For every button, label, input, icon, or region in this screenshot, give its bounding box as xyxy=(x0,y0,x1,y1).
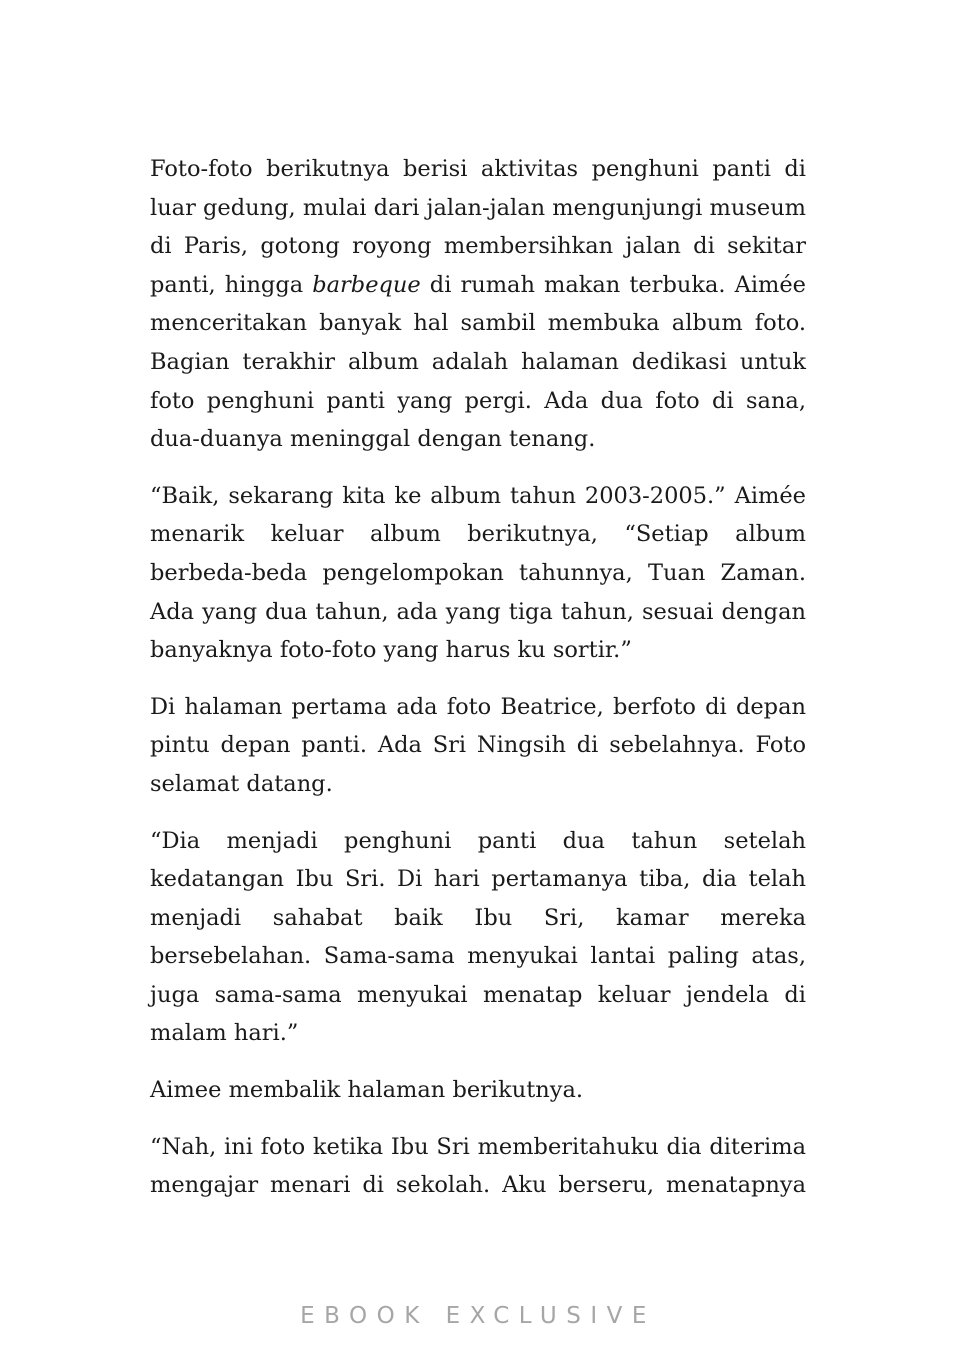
paragraph-6: “Nah, ini foto ketika Ibu Sri memberitahuku dia diterima mengajar menari di sekolah. Aku berseru, menatapnya xyxy=(150,1133,806,1199)
paragraph-3: Di halaman pertama ada foto Beatrice, berfoto di depan pintu depan panti. Ada Sri Ningsih di sebelahnya. Foto selamat datang. xyxy=(150,693,806,797)
paragraph-4: “Dia menjadi penghuni panti dua tahun setelah kedatangan Ibu Sri. Di hari pertamanya tiba, dia telah menjadi sahabat baik Ibu Sri, kamar mereka bersebelahan. Sama-sama menyukai lantai paling atas, juga sama-sama menyukai menatap keluar jendela di malam hari.” xyxy=(150,827,806,1047)
paragraph-1 xyxy=(150,150,806,459)
paragraph-1-start: Foto-foto berikutnya berisi aktivitas penghuni panti di luar gedung, mulai dari jalan-jalan mengunjungi museum di Paris, gotong royong membersihkan jalan di sekitar panti, hingga xyxy=(150,156,807,298)
italic-word: barbeque xyxy=(312,271,421,298)
paragraph-5: Aimee membalik halaman berikutnya. xyxy=(150,1077,584,1104)
footer-label: EBOOK EXCLUSIVE xyxy=(300,1303,656,1329)
paragraph-2: “Baik, sekarang kita ke album tahun 2003-2005.” Aimée menarik keluar album berikutnya, “Setiap album berbeda-beda pengelompokan tahunnya, Tuan Zaman. Ada yang dua tahun, ada yang tiga tahun, sesuai dengan banyaknya foto-foto yang harus ku sortir.” xyxy=(150,482,806,664)
paragraph-1-end: di rumah makan terbuka. Aimée menceritakan banyak hal sambil membuka album foto. Bagian terakhir album adalah halaman dedikasi untuk foto penghuni panti yang pergi. Ada dua foto di sana, dua-duanya meninggal dengan tenang. xyxy=(150,271,806,453)
page-body xyxy=(150,150,806,1205)
